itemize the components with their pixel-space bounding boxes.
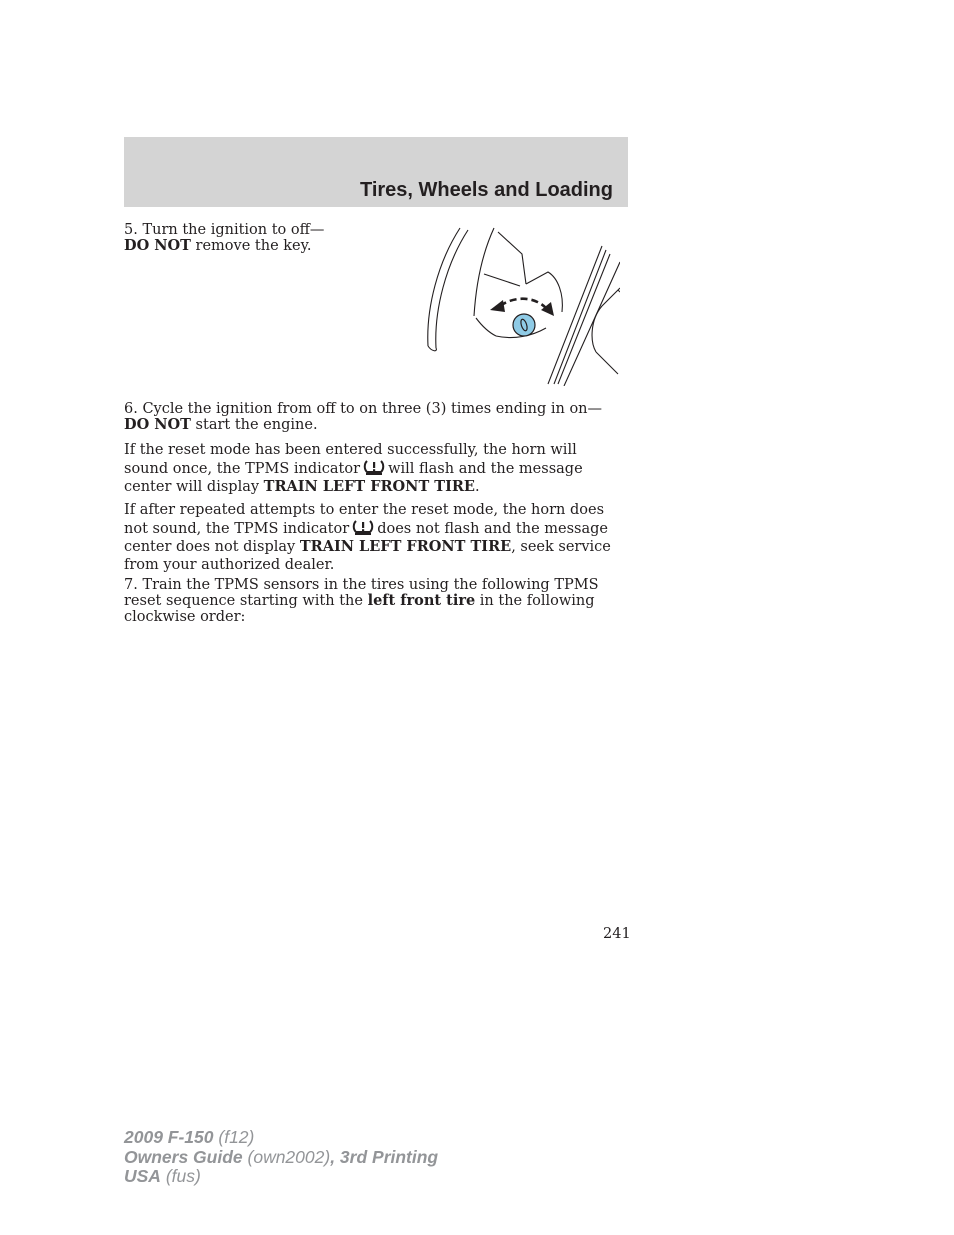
step-6: 6. Cycle the ignition from off to on three (3) times ending in on—DO NOT start the engine. [124, 401, 603, 433]
ignition-key-illustration [424, 224, 620, 386]
step-7: 7. Train the TPMS sensors in the tires using the following TPMS reset sequence starting with the left front tire in the following clockwise order: [124, 577, 599, 625]
page-number: 241 [603, 926, 631, 942]
reset-success-paragraph: If the reset mode has been entered successfully, the horn will sound once, the TPMS indicator will flash and the message center will display TRAIN LEFT FRONT TIRE. [124, 442, 583, 495]
footer-imprint [124, 1128, 438, 1187]
footer-line-model: 2009 F-150 (f12) [124, 1127, 255, 1147]
reset-fail-paragraph: If after repeated attempts to enter the reset mode, the horn does not sound, the TPMS indicator does not flash and the message center does not display TRAIN LEFT FRONT TIRE, seek service from your authorized dealer. [124, 502, 611, 573]
footer-line-region: USA (fus) [124, 1166, 201, 1186]
tpms-warning-icon [352, 519, 374, 535]
section-header [124, 137, 628, 207]
tpms-warning-icon [363, 459, 385, 475]
footer-line-guide: Owners Guide (own2002), 3rd Printing [124, 1146, 439, 1167]
step-5: 5. Turn the ignition to off—DO NOT remove the key. [124, 222, 325, 254]
section-title: Tires, Wheels and Loading [359, 179, 613, 201]
